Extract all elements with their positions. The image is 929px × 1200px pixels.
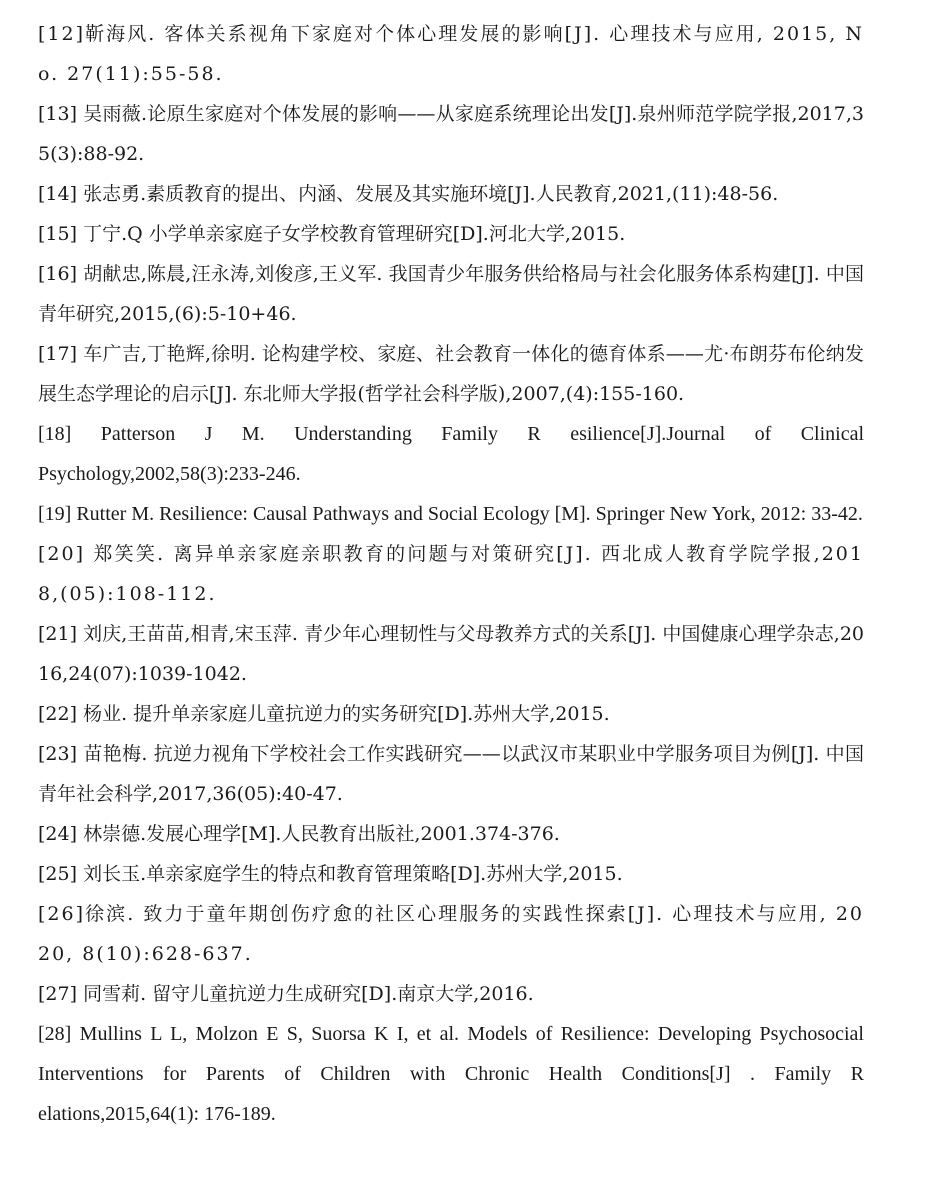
reference-text: 靳海风. 客体关系视角下家庭对个体心理发展的影响[J]. 心理技术与应用, 2015, No. 27(11):55-58. [38, 23, 864, 85]
reference-number: [24] [38, 823, 78, 845]
reference-number: [27] [38, 983, 78, 1005]
reference-number: [20] [38, 543, 86, 565]
reference-item [38, 254, 864, 334]
reference-text: 林崇德.发展心理学[M].人民教育出版社,2001.374-376. [83, 823, 560, 845]
reference-text: Rutter M. Resilience: Causal Pathways and Social Ecology [M]. Springer New York, 2012: 33-42. [76, 503, 863, 525]
reference-text: Mullins L L, Molzon E S, Suorsa K I, et al. Models of Resilience: Developing Psychosocial Interventions for Parents of Children with Chronic Health Conditions[J] . Family R elations,2015,64(1): 176-189. [38, 1023, 864, 1125]
reference-item [38, 854, 864, 894]
reference-item [38, 214, 864, 254]
reference-item [38, 1014, 864, 1134]
reference-number: [28] [38, 1023, 72, 1045]
reference-text: 徐滨. 致力于童年期创伤疗愈的社区心理服务的实践性探索[J]. 心理技术与应用, 2020, 8(10):628-637. [38, 903, 864, 965]
reference-text: 车广吉,丁艳辉,徐明. 论构建学校、家庭、社会教育一体化的德育体系——尤·布朗芬布伦纳发展生态学理论的启示[J]. 东北师大学报(哲学社会科学版),2007,(4):155-160. [38, 343, 864, 405]
reference-number: [18] [38, 423, 72, 445]
reference-item [38, 694, 864, 734]
reference-text: 苗艳梅. 抗逆力视角下学校社会工作实践研究——以武汉市某职业中学服务项目为例[J]. 中国青年社会科学,2017,36(05):40-47. [38, 743, 864, 805]
reference-number: [22] [38, 703, 78, 725]
reference-number: [25] [38, 863, 78, 885]
reference-item [38, 534, 864, 614]
reference-item [38, 14, 864, 94]
reference-item [38, 94, 864, 174]
reference-item [38, 334, 864, 414]
reference-text: Patterson J M. Understanding Family R esilience[J].Journal of Clinical Psychology,2002,58(3):233-246. [38, 423, 865, 485]
reference-text: 吴雨薇.论原生家庭对个体发展的影响——从家庭系统理论出发[J].泉州师范学院学报,2017,35(3):88-92. [38, 103, 864, 165]
reference-item [38, 814, 864, 854]
reference-number: [26] [38, 903, 86, 925]
reference-item [38, 894, 864, 974]
reference-number: [13] [38, 103, 78, 125]
reference-list [38, 14, 864, 1134]
reference-item [38, 614, 864, 694]
reference-text: 刘长玉.单亲家庭学生的特点和教育管理策略[D].苏州大学,2015. [83, 863, 623, 885]
reference-number: [15] [38, 223, 78, 245]
reference-text: 刘庆,王苗苗,相青,宋玉萍. 青少年心理韧性与父母教养方式的关系[J]. 中国健康心理学杂志,2016,24(07):1039-1042. [38, 623, 864, 685]
reference-text: 张志勇.素质教育的提出、内涵、发展及其实施环境[J].人民教育,2021,(11):48-56. [83, 183, 779, 205]
reference-text: 杨业. 提升单亲家庭儿童抗逆力的实务研究[D].苏州大学,2015. [83, 703, 610, 725]
reference-text: 同雪莉. 留守儿童抗逆力生成研究[D].南京大学,2016. [83, 983, 534, 1005]
reference-text: 胡献忠,陈晨,汪永涛,刘俊彦,王义军. 我国青少年服务供给格局与社会化服务体系构建[J]. 中国青年研究,2015,(6):5-10+46. [38, 263, 865, 325]
reference-number: [23] [38, 743, 78, 765]
reference-number: [12] [38, 23, 86, 45]
reference-number: [16] [38, 263, 78, 285]
reference-number: [21] [38, 623, 78, 645]
reference-number: [19] [38, 503, 72, 525]
reference-item [38, 494, 864, 534]
reference-number: [14] [38, 183, 78, 205]
reference-text: 郑笑笑. 离异单亲家庭亲职教育的问题与对策研究[J]. 西北成人教育学院学报,2018,(05):108-112. [38, 543, 864, 605]
reference-item [38, 414, 864, 494]
reference-text: 丁宁.Q 小学单亲家庭子女学校教育管理研究[D].河北大学,2015. [83, 223, 626, 245]
reference-item [38, 734, 864, 814]
reference-number: [17] [38, 343, 78, 365]
reference-item [38, 174, 864, 214]
reference-item [38, 974, 864, 1014]
